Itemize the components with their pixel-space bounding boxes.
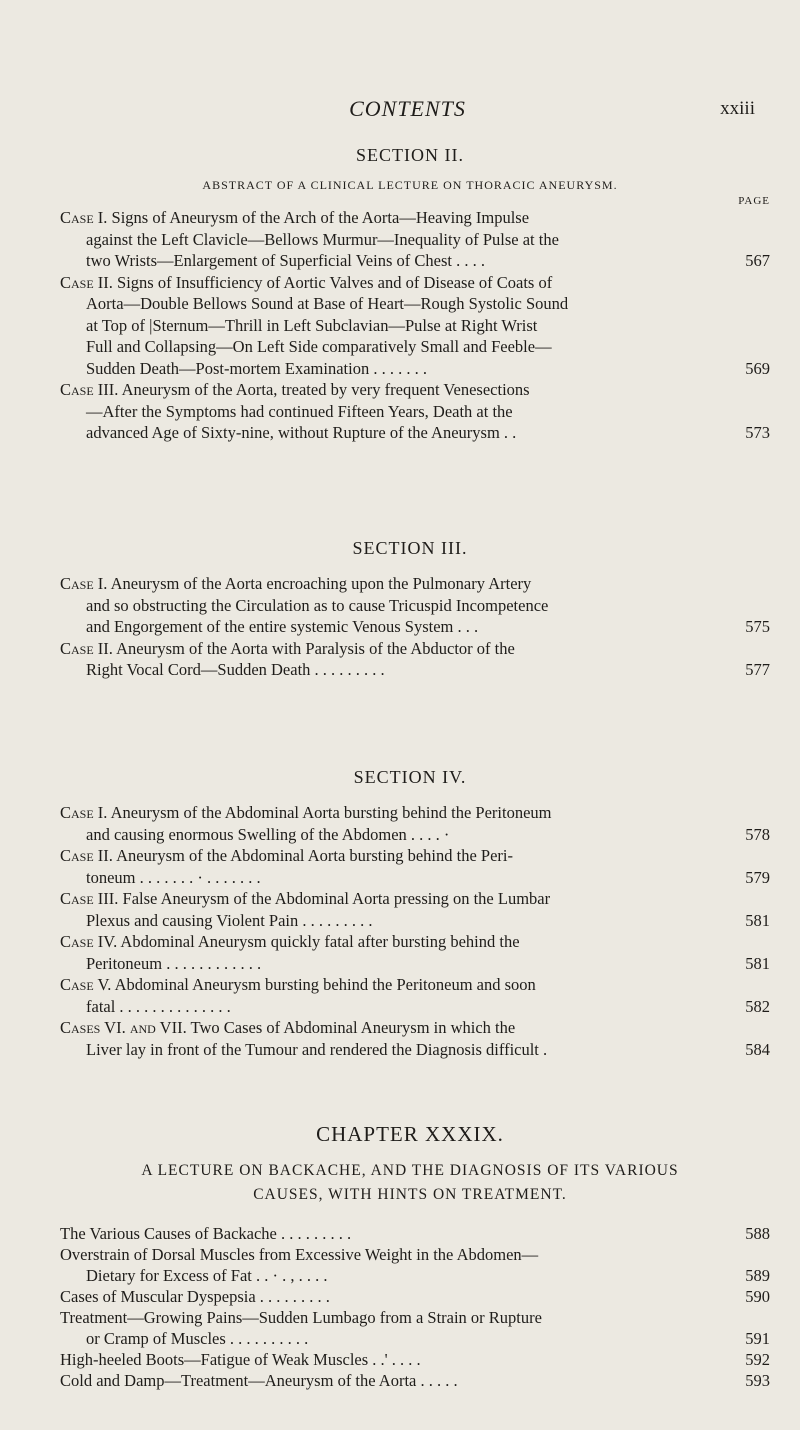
entry-page-number: 590 [745, 1287, 770, 1306]
entry-line: Right Vocal Cord—Sudden Death . . . . . . . . . [86, 660, 385, 679]
chapter-title-line: A LECTURE ON BACKACHE, AND THE DIAGNOSIS OF ITS VARIOUS [141, 1162, 679, 1179]
entry-line: Plexus and causing Violent Pain . . . . . . . . . [86, 910, 373, 930]
entry-page-number: 582 [745, 996, 770, 1016]
contents-entry [60, 573, 770, 638]
chapter-title [60, 1159, 760, 1207]
section-4 [60, 767, 770, 1060]
contents-entry [60, 272, 770, 380]
entry-line: Two Cases of Abdominal Aneurysm in which the [186, 1018, 516, 1037]
entry-line: Sudden Death—Post-mortem Examination . . . . . . . [86, 358, 427, 378]
entry-line: and so obstructing the Circulation as to cause Tricuspid Incompetence [86, 595, 549, 615]
contents-entry [60, 1307, 770, 1349]
entry-page-number: 578 [745, 824, 770, 844]
entry-line: Treatment—Growing Pains—Sudden Lumbago from a Strain or Rupture [60, 1308, 542, 1327]
entry-line: —After the Symptoms had continued Fifteen Years, Death at the [86, 401, 513, 421]
entry-line: Cases of Muscular Dyspepsia . . . . . . . . . [60, 1287, 330, 1306]
entry-label: Case II. [60, 846, 113, 865]
contents-entry [60, 888, 770, 931]
contents-entry [60, 802, 770, 845]
contents-entry [60, 974, 770, 1017]
entry-label: Case II. [60, 272, 113, 292]
chapter-39 [60, 1122, 770, 1391]
chapter-heading: CHAPTER XXXIX. [316, 1122, 504, 1146]
entry-line: and causing enormous Swelling of the Abdomen . . . . · [86, 824, 450, 844]
entry-label: Case I. [60, 803, 108, 822]
contents-entry [60, 845, 770, 888]
entry-line: Aneurysm of the Aorta encroaching upon the Pulmonary Artery [107, 574, 532, 593]
entry-page-number: 567 [745, 251, 770, 270]
entry-line: Dietary for Excess of Fat . . · . , . . . . [86, 1266, 328, 1285]
entry-label: Case I. [60, 574, 108, 593]
entry-line: Abdominal Aneurysm bursting behind the Peritoneum and soon [111, 975, 536, 994]
entry-page-number: 591 [745, 1329, 770, 1348]
entry-line: The Various Causes of Backache . . . . . . . . . [60, 1224, 352, 1243]
running-head [60, 96, 755, 126]
entry-line: Aneurysm of the Abdominal Aorta bursting behind the Peri- [112, 846, 513, 865]
contents-entry [60, 931, 770, 974]
entry-page-number: 593 [745, 1371, 770, 1390]
entry-label: Case I. [60, 208, 108, 227]
folio-page-number: xxiii [720, 98, 755, 119]
contents-entry [60, 1370, 770, 1391]
contents-entry [60, 1244, 770, 1286]
section-2 [60, 145, 770, 444]
entry-page-number: 577 [745, 660, 770, 679]
entry-line: and Engorgement of the entire systemic Venous System . . . [86, 617, 479, 636]
entry-line: Signs of Aneurysm of the Arch of the Aorta—Heaving Impulse [107, 208, 530, 227]
entry-line: Aneurysm of the Abdominal Aorta bursting behind the Peritoneum [107, 803, 552, 822]
entry-page-number: 575 [745, 617, 770, 636]
section-3 [60, 538, 770, 681]
contents-entry [60, 207, 770, 272]
entry-line: Liver lay in front of the Tumour and rendered the Diagnosis difficult . [86, 1039, 548, 1059]
contents-entry [60, 1286, 770, 1307]
entry-line: Abdominal Aneurysm quickly fatal after bursting behind the [117, 932, 520, 951]
entry-line: Aneurysm of the Aorta, treated by very frequent Venesections [118, 380, 530, 399]
entry-line: Peritoneum . . . . . . . . . . . . [86, 953, 262, 973]
section-heading: SECTION IV. [353, 767, 467, 787]
contents-entry [60, 638, 770, 681]
entry-page-number: 581 [745, 910, 770, 930]
entry-page-number: 592 [745, 1350, 770, 1369]
entry-line: two Wrists—Enlargement of Superficial Veins of Chest . . . . [86, 251, 485, 270]
entry-page-number: 573 [745, 423, 770, 442]
running-title: CONTENTS [349, 96, 466, 121]
entry-line: False Aneurysm of the Abdominal Aorta pressing on the Lumbar [118, 889, 551, 908]
entry-line: or Cramp of Muscles . . . . . . . . . . [86, 1329, 309, 1348]
entry-page-number: 584 [745, 1039, 770, 1059]
contents-entry [60, 1223, 770, 1244]
entry-line: Cold and Damp—Treatment—Aneurysm of the Aorta . . . . . [60, 1371, 458, 1390]
contents-entry [60, 1349, 770, 1370]
entry-line: at Top of |Sternum—Thrill in Left Subclavian—Pulse at Right Wrist [86, 315, 538, 335]
entry-line: fatal . . . . . . . . . . . . . . [86, 996, 231, 1016]
entry-line: Aorta—Double Bellows Sound at Base of Heart—Rough Systolic Sound [86, 294, 569, 313]
section-heading: SECTION II. [356, 145, 464, 165]
entry-page-number: 589 [745, 1266, 770, 1285]
entry-page-number: 569 [745, 358, 770, 378]
entry-page-number: 579 [745, 867, 770, 887]
entry-line: toneum . . . . . . . · . . . . . . . [86, 867, 261, 887]
entry-line: against the Left Clavicle—Bellows Murmur—Inequality of Pulse at the [86, 229, 559, 249]
entry-label: Case II. [60, 638, 113, 658]
section-subheading: ABSTRACT OF A CLINICAL LECTURE ON THORACIC ANEURYSM. [202, 178, 618, 192]
entry-page-number: 581 [745, 953, 770, 973]
entry-line: High-heeled Boots—Fatigue of Weak Muscles . .' . . . . [60, 1350, 421, 1369]
chapter-title-line: CAUSES, WITH HINTS ON TREATMENT. [253, 1186, 567, 1203]
entry-line: advanced Age of Sixty-nine, without Rupture of the Aneurysm . . [86, 423, 517, 442]
section-heading: SECTION III. [352, 538, 468, 558]
entry-label: Case III. [60, 889, 119, 908]
entry-line: Aneurysm of the Aorta with Paralysis of the Abductor of the [112, 638, 515, 658]
entry-line: Signs of Insufficiency of Aortic Valves and of Disease of Coats of [112, 272, 553, 292]
entry-page-number: 588 [745, 1224, 770, 1243]
entry-label: Case IV. [60, 932, 118, 951]
entry-label: Case III. [60, 380, 119, 399]
entry-line: Overstrain of Dorsal Muscles from Excessive Weight in the Abdomen— [60, 1245, 539, 1264]
contents-entry [60, 1017, 770, 1060]
page-column-label: PAGE [738, 195, 770, 207]
entry-label: Case V. [60, 975, 112, 994]
entry-line: Full and Collapsing—On Left Side comparatively Small and Feeble— [86, 337, 552, 356]
contents-entry [60, 379, 770, 444]
entry-label: Cases VI. and VII. [60, 1018, 187, 1037]
